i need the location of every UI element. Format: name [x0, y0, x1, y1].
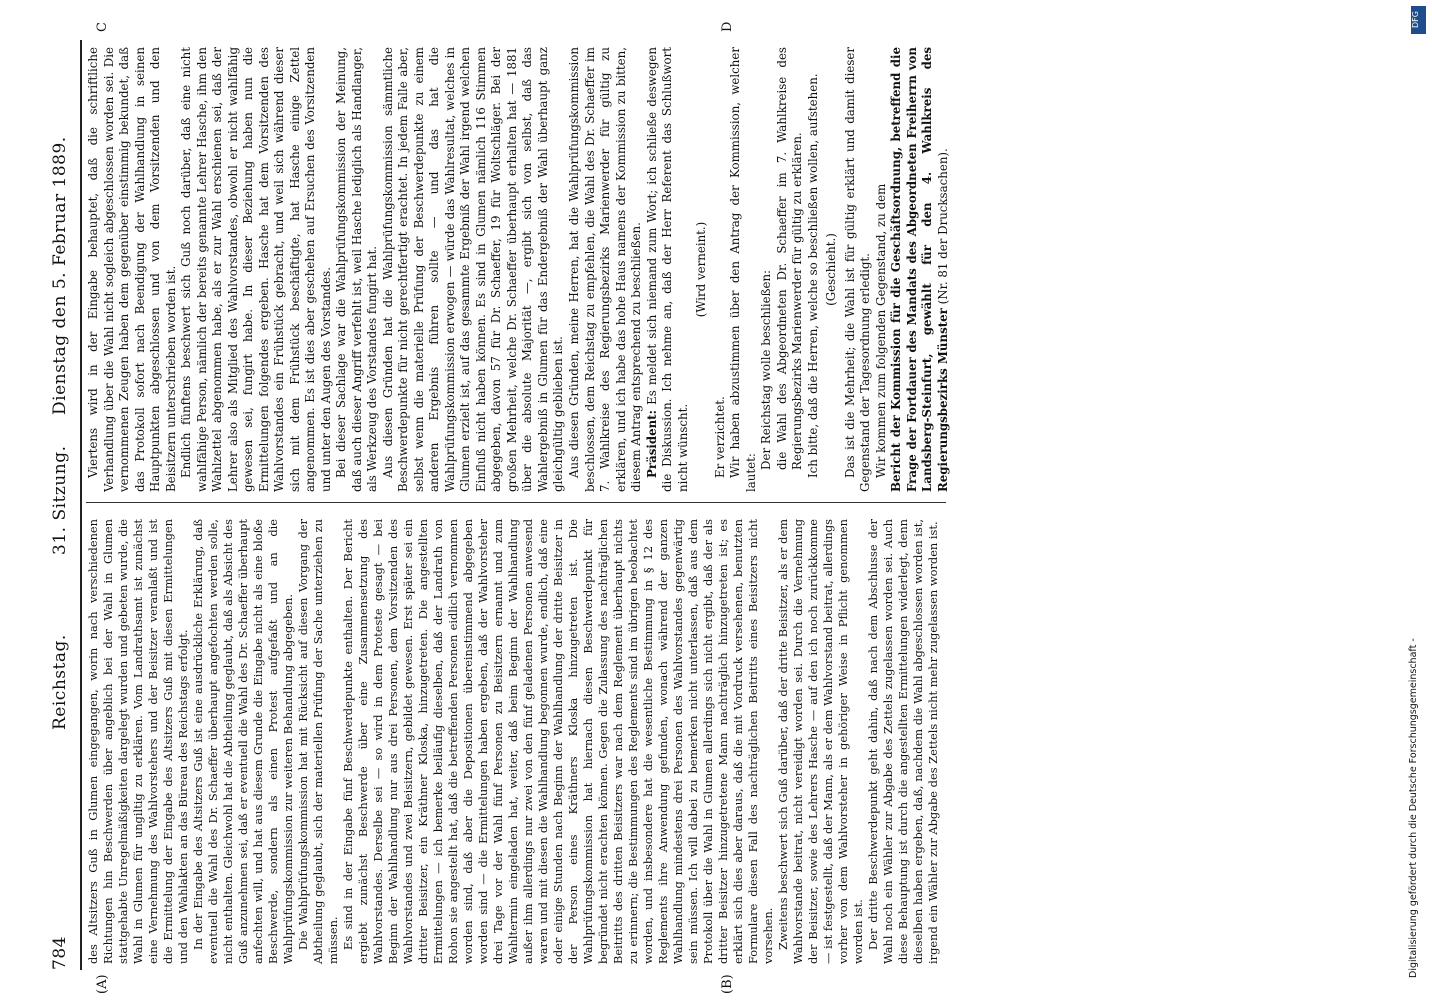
motion-line: Der Reichstag wolle beschließen:	[759, 269, 774, 470]
margin-marker-c: C	[95, 22, 110, 32]
report-reference: (Nr. 81 der Drucksachen).	[935, 148, 950, 305]
running-header	[50, 0, 78, 1000]
paragraph: Bei dieser Sachlage war die Wahlprüfungskommission der Meinung, daß auch dieser Angriff verfehlt ist, weil Hasche lediglich als Handlanger, als Werkzeug des Vorstandes fungirt hat.	[334, 47, 380, 492]
paragraph: Er verzichtet.	[712, 396, 727, 478]
right-column	[86, 47, 951, 492]
publication-title: Reichstag.	[50, 634, 70, 730]
paragraph: Aus diesen Gründen hat die Wahlprüfungskommission sämmtliche Beschwerdepunkte für nicht gerechtfertigt erachtet. In jedem Falle aber, selbst wenn die materielle Prüfung der Beschwerdepunkte zu einem anderen Ergebnis führen sollte — und das hat die Wahlprüfungskommission erwogen — würde das Wahlresultat, welches in Glumen erzielt ist, auf das gesammte Ergebniß der Wahl irgend welchen Einfluß nicht haben können. Es sind in Glumen nämlich 116 Stimmen abgegeben, davon 57 für Dr. Schaeffer, 19 für Woltschläger. Bei der großen Mehrheit, welche Dr. Schaeffer überhaupt erhalten hat — 1881 über die absolute Majorität —, ergibt sich von selbst, daß das Wahlergebniß in Glumen für das Endergebniß der Wahl überhaupt ganz gleichgültig geblieben ist.	[380, 47, 566, 492]
paragraph: Das ist die Mehrheit; die Wahl ist für gültig erklärt und damit dieser Gegenstand der Tagesordnung erledigt.	[842, 47, 873, 492]
paragraph: Wir kommen zum folgenden Gegenstand, zu dem	[873, 183, 888, 478]
paragraph: Viertens wird in der Eingabe behauptet, daß die schriftliche Verhandlung über die Wahl nicht sogleich abgeschlossen worden sei. Die vernommenen Zeugen haben dem gegenüber einstimmig bekundet, daß das Protokoll sofort nach Beendigung der Wahlhandlung in seinen Hauptpunkten abgeschlossen und von dem Vorsitzenden und den Beisitzern unterschrieben worden ist.	[86, 47, 178, 492]
agenda-item	[889, 47, 951, 492]
column-divider	[86, 502, 946, 503]
report-title: Bericht der Kommission für die Geschäftsordnung, betreffend die Frage der Fortdauer des Mandats des Abgeordneten Freiherrn von Landsberg-Steinfurt, gewählt für den 4. Wahlkreis des Regierungsbezirks Münster	[889, 47, 950, 492]
session-label: 31. Sitzung.	[50, 445, 70, 555]
paragraph: Wir haben abzustimmen über den Antrag der Kommission, welcher lautet:	[728, 47, 758, 492]
page-number: 784	[50, 936, 70, 970]
header-rule	[80, 40, 82, 970]
speaker-label: Präsident:	[644, 410, 659, 478]
session-date: Dienstag den 5. Februar 1889.	[50, 136, 70, 415]
stage-direction: (Wird verneint.)	[694, 221, 709, 318]
motion-line: die Wahl des Abgeordneten Dr. Schaeffer im 7. Wahlkreise des Regierungsbezirks Marienwerder für gültig zu erklären.	[774, 47, 805, 470]
paragraph: In der Eingabe des Altsitzers Guß ist eine ausdrückliche Erklärung, daß eventuell die Wahl des Dr. Schaeffer überhaupt angefochten werden solle, nicht enthalten. Gleichwohl hat die Abtheilung geglaubt, daß als Absicht des Guß anzunehmen sei, daß er eventuell die Wahl des Dr. Schaeffer überhaupt anfechten will, und hat aus diesem Grunde die Eingabe nicht als eine bloße Beschwerde, sondern als einen Protest aufgefaßt und an die Wahlprüfungskommission zur weiteren Behandlung abgegeben.	[191, 519, 295, 964]
paragraph: Es sind in der Eingabe fünf Beschwerdepunkte enthalten. Der Bericht ergiebt zunächst Beschwerde über eine Zusammensetzung des Wahlvorstandes. Derselbe sei — so wird in dem Proteste gesagt — bei Beginn der Wahlhandlung nur aus drei Personen, dem Vorsitzenden des Wahlvorstandes und zwei Beisitzern, gebildet gewesen. Erst später sei ein dritter Beisitzer, ein Kräthner Kloska, hinzugetreten. Die angestellten Ermittelungen — ich bemerke beiläufig dieselben, daß der Landrath von Rohon sie angestellt hat, daß die betreffenden Personen eidlich vernommen worden sind, daß aber die Depositionen übereinstimmend abgegeben worden sind — die Ermittelungen haben ergeben, daß der Wahlvorsteher drei Tage vor der Wahl fünf Personen zu Beisitzern ernannt und zum Wahltermin eingeladen hat, weiter, daß beim Beginn der Wahlhandlung außer ihm allerdings nur zwei von den fünf geladenen Personen anwesend waren und mit diesen die Wahlhandlung begonnen wurde, endlich, daß eine oder einige Stunden nach Beginn der Wahlhandlung der dritte Beisitzer in der Person eines Kräthners Kloska hinzugetreten ist. Die Wahlprüfungskommission hat hiernach diesen Beschwerdepunkt für begründet nicht erachten können. Gegen die Zulassung des nachträglichen Beitritts des dritten Beisitzers war nach dem Reglement überhaupt nichts zu erinnern; die Bestimmungen des Reglements sind im übrigen beobachtet worden, und insbesondere hat die wesentliche Bestimmung in § 12 des Reglements ihre Anwendung gefunden, wonach während der ganzen Wahlhandlung mindestens drei Personen des Wahlvorstandes gegenwärtig sein müssen. Ich will dabei zu bemerken nicht unterlassen, daß aus dem Protokoll über die Wahl in Glumen allerdings sich nicht ergibt, daß der als dritter Beisitzer hinzugetretene Mann nachträglich hinzugetreten ist; es erklärt sich dies aber daraus, daß die mit Vordruck versehenen, benutzten Formulare diesen Fall des nachträglichen Beitritts eines Beisitzers nicht vorsehen.	[341, 519, 775, 964]
margin-marker-d: D	[720, 21, 735, 32]
paragraph: Ich bitte, daß die Herren, welche so beschließen wollen, aufstehen.	[805, 73, 820, 478]
paragraph: Endlich fünftens beschwert sich Guß noch darüber, daß eine nicht wahlfähige Person, nämlich der bereits genannte Lehrer Hasche, ihm den Wahlzettel abgenommen habe, als er zur Wahl erschienen sei, daß der Lehrer also als Mitglied des Wahlvorstandes, obwohl er nicht wahlfähig gewesen sei, fungirt habe. In dieser Beziehung haben nun die Ermittelungen folgendes ergeben. Hasche hat dem Vorsitzenden des Wahlvorstandes ein Frühstück gebracht, und weil sich während dieser sich mit dem Frühstück beschäftigte, hat Hasche einige Zettel angenommen. Es ist dies aber geschehen auf Ersuchen des Vorsitzenden und unter den Augen des Vorstandes.	[179, 47, 333, 492]
stage-direction: (Geschieht.)	[824, 233, 839, 306]
president-statement	[645, 47, 692, 492]
margin-marker-b: (B)	[720, 974, 735, 994]
paragraph: des Altsitzers Guß in Glumen eingegangen, worin nach verschiedenen Richtungen hin Beschwerden über angeblich bei der Wahl in Glumen stattgehabte Unregelmäßigkeiten dargelegt wurden und gebeten wurde, die Wahl in Glumen für ungiltig zu erklären. Vom Landrathsamt ist zunächst eine Vernehmung des Wahlvorstehers und der Beisitzer veranlaßt und ist die Ermittelung der Eingabe des Altsitzers Guß mit diesen Ermittelungen und den Wahlakten an das Büreau des Reichstags erfolgt.	[86, 519, 190, 964]
paragraph: Zweitens beschwert sich Guß darüber, daß der dritte Beisitzer, als er dem Wahlvorstande beitrat, nicht vereidigt worden sei. Durch die Vernehmung der Beisitzer, sowie des Lehrers Hasche — auf den ich noch zurückkomme — ist festgestellt, daß der Mann, als er dem Wahlvorstand beitrat, allerdings vorher von dem Wahlvorsteher in gehöriger Weise in Pflicht genommen worden ist.	[776, 519, 865, 964]
left-column	[86, 519, 941, 964]
paragraph: Die Wahlprüfungskommission hat mit Rücksicht auf diesen Vorgang der Abtheilung geglaubt, sich der materiellen Prüfung der Sache unterziehen zu müssen.	[296, 519, 340, 964]
dfg-logo: DFG	[1411, 6, 1426, 34]
paragraph: Aus diesen Gründen, meine Herren, hat die Wahlprüfungskommission beschlossen, dem Reichstag zu empfehlen, die Wahl des Dr. Schaeffer im 7. Wahlkreise des Regierungsbezirks Marienwerder für gültig zu erklären, und ich habe das hohe Haus namens der Kommission zu bitten, diesem Antrag entsprechend zu beschließen.	[566, 47, 644, 492]
paragraph: Der dritte Beschwerdepunkt geht dahin, daß nach dem Abschlusse der Wahl noch ein Wähler zur Abgabe des Zettels zugelassen worden sei. Auch diese Behauptung ist durch die angestellten Ermittelungen widerlegt, denn dieselben haben ergeben, daß, nachdem die Wahl abgeschlossen worden ist, irgend ein Wähler zur Abgabe des Zettels nicht mehr zugelassen worden ist.	[866, 519, 940, 964]
digitization-text: Digitalisierung gefördert durch die Deutsche Forschungsgemeinschaft -	[1408, 638, 1419, 978]
margin-marker-a: (A)	[95, 974, 110, 994]
speaker-text: Es meldet sich niemand zum Wort; ich schließe deswegen die Diskussion. Ich nehme an, daß der Herr Referent das Schlußwort nicht wünscht.	[644, 46, 690, 492]
